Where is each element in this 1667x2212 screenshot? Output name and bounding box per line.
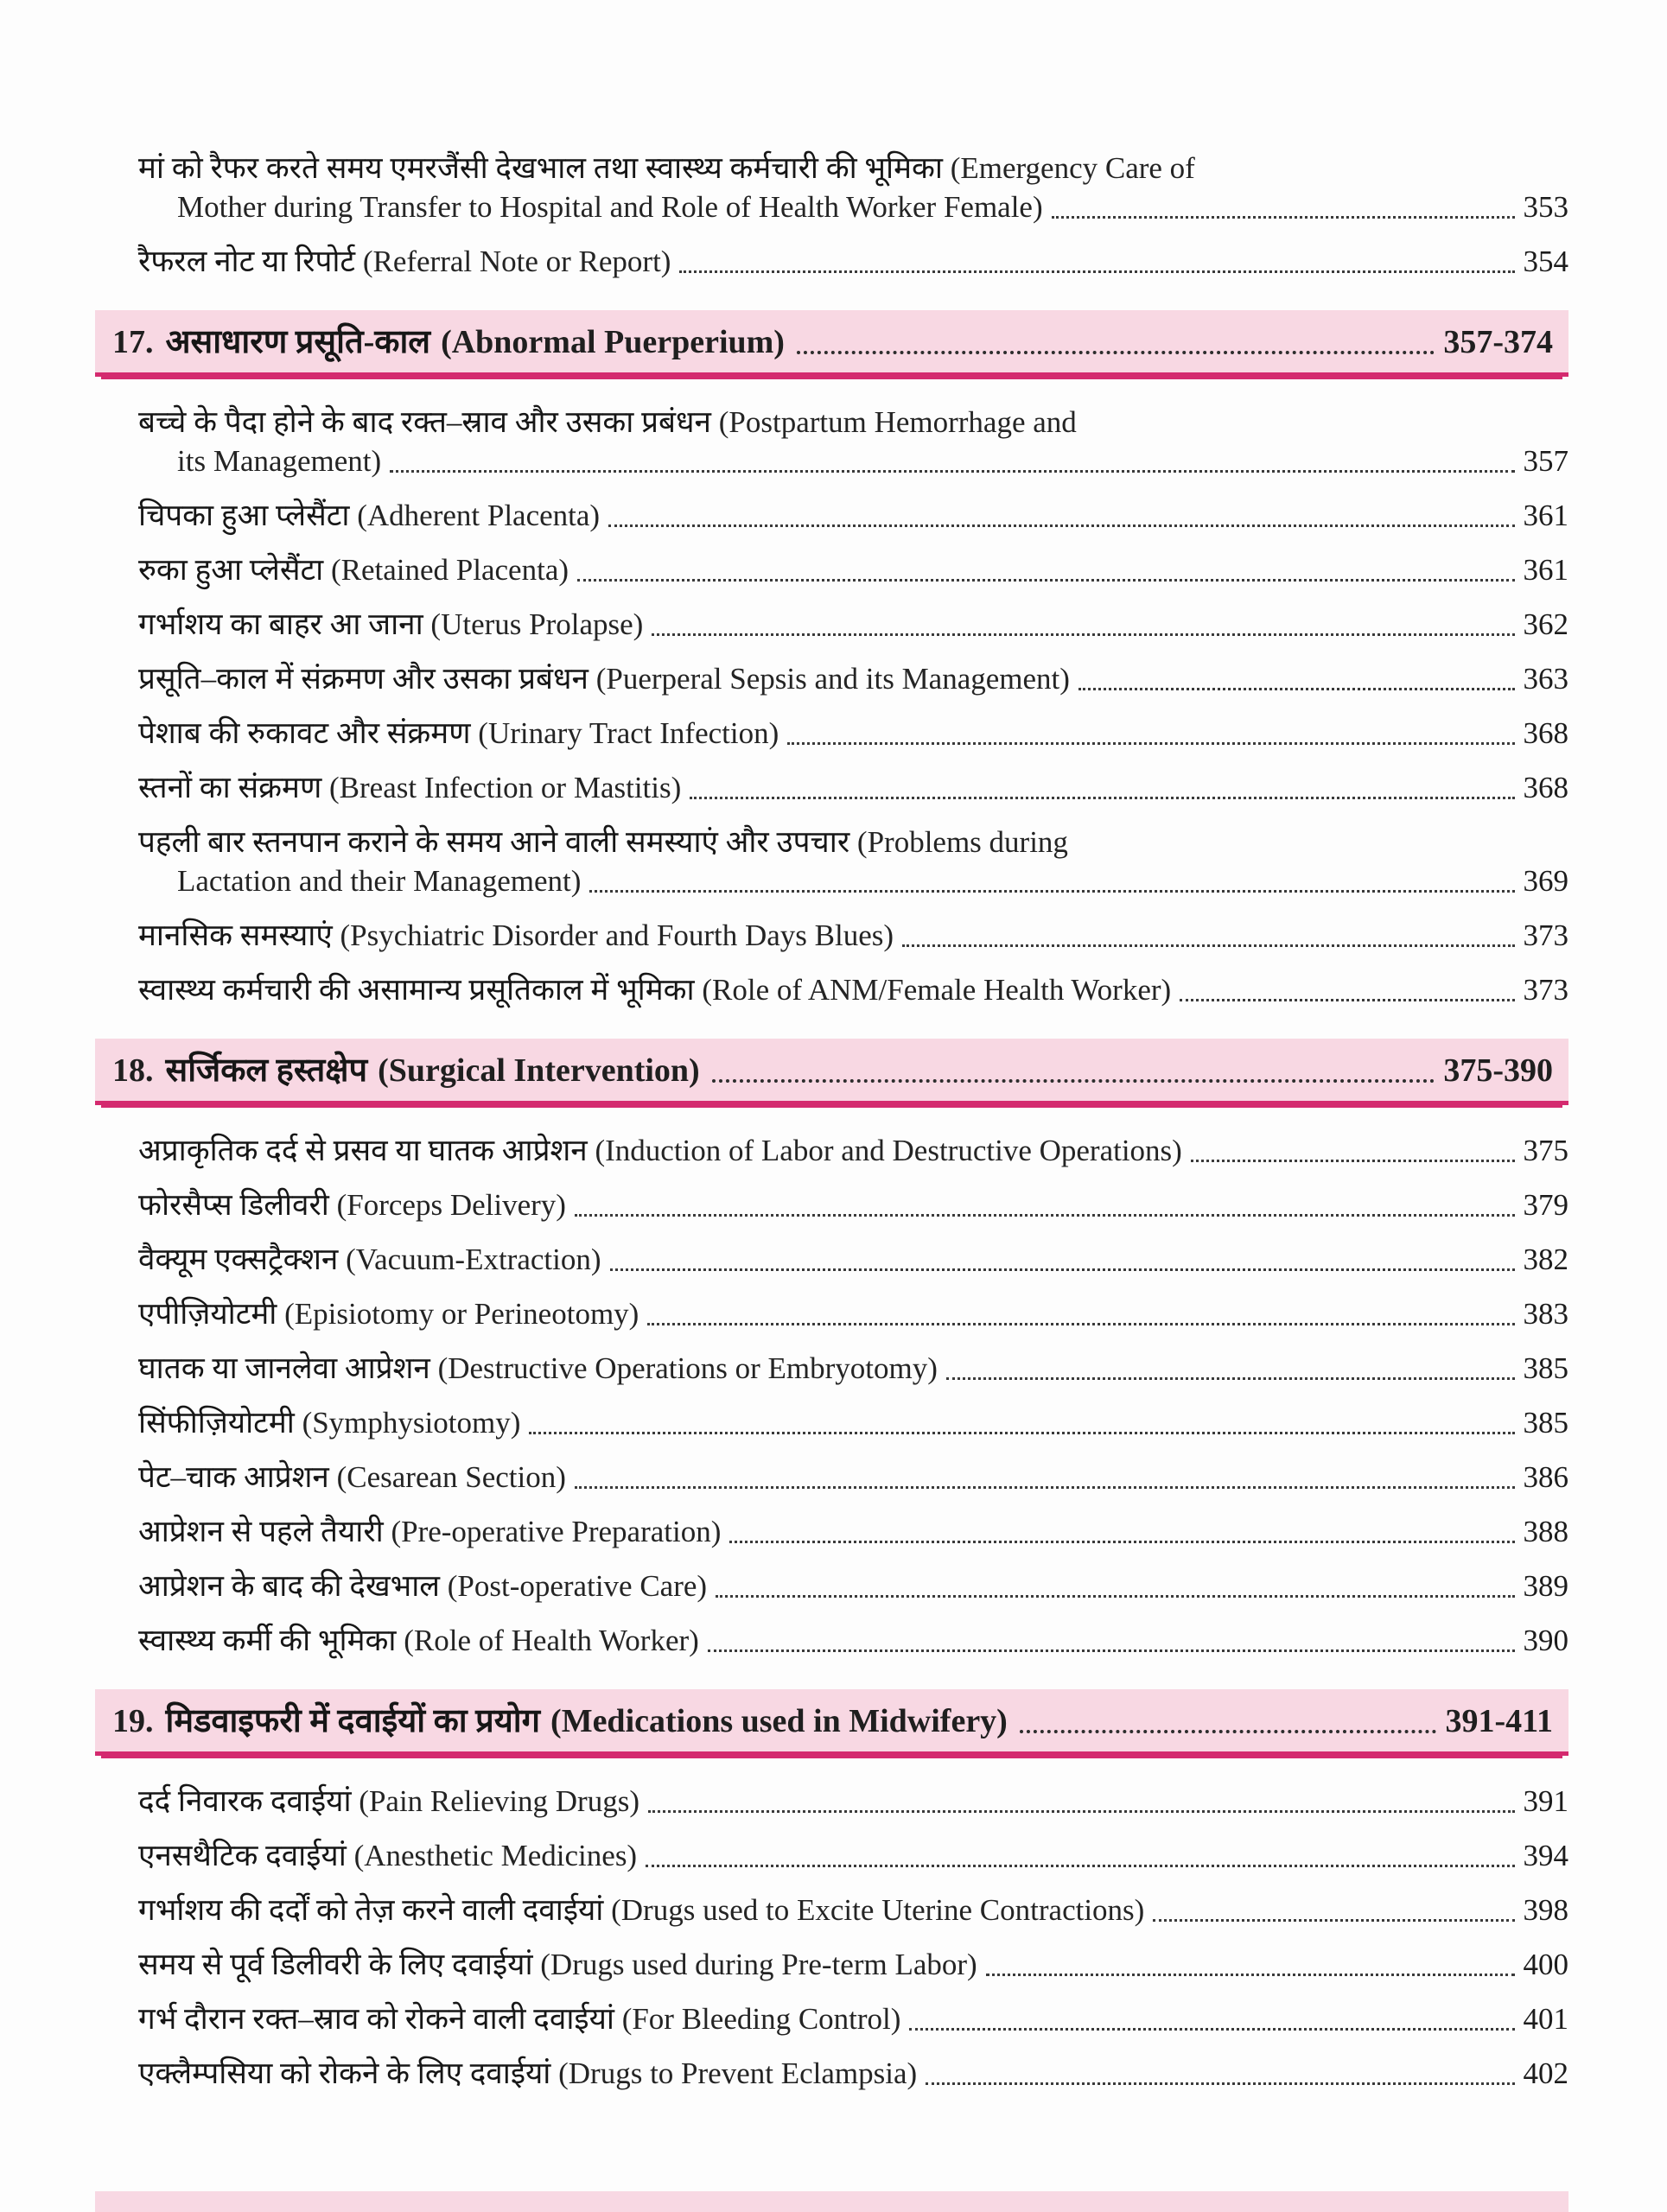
toc-entry-text	[138, 1567, 707, 1605]
toc-entry-text	[138, 1891, 1144, 1929]
toc-entry-english-text: (Puerperal Sepsis and its Management)	[595, 662, 1070, 696]
dot-leader	[589, 890, 1514, 893]
dot-leader	[909, 2028, 1514, 2031]
toc-entry	[138, 2054, 1568, 2093]
toc-entry-line1	[138, 823, 1568, 861]
toc-entry	[138, 768, 1568, 807]
chapter-number: 17.	[112, 324, 154, 360]
toc-entry-text	[138, 768, 681, 807]
toc-entry	[138, 970, 1568, 1009]
dot-leader	[716, 1595, 1514, 1598]
toc-entry-row	[138, 1999, 1568, 2038]
toc-entry-text	[138, 242, 671, 281]
toc-entry-row	[138, 1945, 1568, 1984]
toc-entry	[138, 1891, 1568, 1929]
toc-entry	[138, 1999, 1568, 2038]
toc-entry-row	[138, 605, 1568, 644]
toc-entry-english-text: (Problems during	[856, 825, 1068, 859]
toc-entry-text	[138, 1294, 639, 1333]
toc-entry-hindi-text: स्तनों का संक्रमण	[138, 771, 330, 804]
toc-entry-hindi-text: समय से पूर्व डिलीवरी के लिए दवाईयां	[138, 1948, 541, 1981]
toc-entry-english-text: (Postpartum Hemorrhage and	[718, 405, 1077, 439]
dot-leader	[1052, 216, 1515, 219]
toc-entry-hindi-text: चिपका हुआ प्लेसैंटा	[138, 499, 358, 532]
toc-entry	[138, 496, 1568, 535]
chapter-band	[95, 310, 1568, 377]
toc-entry-row	[138, 1294, 1568, 1333]
toc-entry-text	[138, 1836, 637, 1875]
chapter-number: 18.	[112, 1052, 154, 1089]
toc-entry-hindi-text: आप्रेशन से पहले तैयारी	[138, 1515, 391, 1548]
toc-entry	[138, 1945, 1568, 1984]
chapter-band	[95, 1689, 1568, 1756]
toc-entry-english-text: (Anesthetic Medicines)	[353, 1839, 638, 1872]
toc-entry-line1	[138, 403, 1568, 442]
toc-entry	[138, 1185, 1568, 1224]
toc-entry-english-text: (Post-operative Care)	[447, 1569, 708, 1603]
toc-entry-english-text: (Pre-operative Preparation)	[391, 1515, 722, 1548]
toc-entry-text	[138, 1240, 601, 1279]
toc-entry-hindi-text: वैक्यूम एक्सट्रैक्शन	[138, 1243, 347, 1276]
dot-leader	[1020, 1730, 1437, 1733]
toc-entry-row	[138, 659, 1568, 698]
page-number: 385	[1523, 1351, 1568, 1385]
page-number: 391	[1523, 1784, 1568, 1818]
toc-entry-text	[138, 970, 1171, 1009]
toc-entry-english-text: (Pain Relieving Drugs)	[359, 1784, 639, 1818]
toc-entry	[138, 1458, 1568, 1497]
toc-entry-english-text: (Uterus Prolapse)	[430, 607, 644, 641]
toc-entry-hindi-text: सिंफीज़ियोटमी	[138, 1406, 302, 1440]
toc-entry-english-continuation: Lactation and their Management)	[177, 864, 582, 898]
toc-entry-row	[138, 916, 1568, 955]
dot-leader	[610, 1268, 1515, 1271]
chapter-number: 19.	[112, 1703, 154, 1739]
toc-entry-hindi-text: गर्भाशय का बाहर आ जाना	[138, 607, 431, 641]
toc-entry-hindi-text: दर्द निवारक दवाईयां	[138, 1784, 359, 1818]
chapter-band	[95, 1039, 1568, 1105]
toc-entry-english-text: (Episiotomy or Perineotomy)	[284, 1297, 639, 1331]
toc-entry-row	[138, 1185, 1568, 1224]
toc-entry-hindi-text: स्वास्थ्य कर्मचारी की असामान्य प्रसूतिकाल में भूमिका	[138, 973, 703, 1007]
page-number: 388	[1523, 1515, 1568, 1548]
toc-entry-english-text: (Symphysiotomy)	[302, 1406, 521, 1440]
toc-entry-text	[138, 1782, 639, 1821]
toc-entry-hindi-text: घातक या जानलेवा आप्रेशन	[138, 1351, 438, 1385]
toc-entry-english-continuation: its Management)	[177, 444, 382, 478]
toc-entry-hindi-text: पेशाब की रुकावट और संक्रमण	[138, 716, 479, 750]
next-chapter-band-partial	[95, 2191, 1568, 2212]
toc-entry	[138, 659, 1568, 698]
dot-leader	[926, 2082, 1514, 2085]
toc-entry-row	[138, 1512, 1568, 1551]
toc-entry-text	[138, 496, 600, 535]
toc-entry	[138, 605, 1568, 644]
page-number: 402	[1523, 2056, 1568, 2090]
toc-entry	[138, 823, 1568, 900]
dot-leader	[1191, 1160, 1515, 1162]
toc-entry	[138, 1131, 1568, 1170]
chapter-page-range: 375-390	[1443, 1052, 1553, 1089]
toc-entry-english-text: (Drugs to Prevent Eclampsia)	[558, 2056, 918, 2090]
toc-entry-hindi-text: मां को रैफर करते समय एमरजैंसी देखभाल तथा स्वास्थ्य कर्मचारी की भूमिका	[138, 151, 951, 185]
toc-entry-line2	[138, 861, 1568, 900]
toc-entry-hindi-text: बच्चे के पैदा होने के बाद रक्त–स्राव और उसका प्रबंधन	[138, 405, 719, 439]
chapter-page-range: 391-411	[1445, 1703, 1553, 1739]
toc-entry-english-text: (Role of ANM/Female Health Worker)	[702, 973, 1172, 1007]
dot-leader	[1180, 999, 1514, 1001]
page-number: 386	[1523, 1460, 1568, 1494]
page-number: 353	[1523, 190, 1568, 224]
toc-entry-hindi-text: एक्लैम्पसिया को रोकने के लिए दवाईयां	[138, 2056, 559, 2090]
toc-entry	[138, 1240, 1568, 1279]
toc-entry	[138, 1294, 1568, 1333]
toc-entry	[138, 1349, 1568, 1388]
toc-entry-hindi-text: स्वास्थ्य कर्मी की भूमिका	[138, 1624, 404, 1657]
toc-entry	[138, 403, 1568, 480]
dot-leader	[690, 797, 1514, 799]
page-number: 390	[1523, 1624, 1568, 1657]
toc-entry-hindi-text: एनसथैटिक दवाईयां	[138, 1839, 354, 1872]
toc-entry-english-text: (Drugs used during Pre-term Labor)	[540, 1948, 977, 1981]
toc-entry-english-text: (Destructive Operations or Embryotomy)	[437, 1351, 938, 1385]
toc-entry-line2	[138, 188, 1568, 226]
toc-entry	[138, 149, 1568, 226]
toc-entry-text	[138, 1621, 699, 1660]
toc-entry-hindi-text: मानसिक समस्याएं	[138, 918, 340, 952]
dot-leader	[652, 633, 1514, 636]
page-number: 383	[1523, 1297, 1568, 1331]
page-number: 385	[1523, 1406, 1568, 1440]
toc-entry-english-text: (Role of Health Worker)	[404, 1624, 699, 1657]
dot-leader	[647, 1323, 1514, 1325]
chapter-title-english: (Abnormal Puerperium)	[441, 324, 785, 360]
toc-entry-text	[138, 1458, 566, 1497]
dot-leader	[986, 1974, 1515, 1976]
chapter-title-hindi: सर्जिकल हस्तक्षेप	[165, 1052, 368, 1089]
dot-leader	[577, 579, 1514, 582]
toc-entry-text	[138, 916, 894, 955]
toc-entry-english-text: (Emergency Care of	[950, 151, 1195, 185]
toc-entry-english-text: (For Bleeding Control)	[621, 2002, 901, 2036]
chapter-title-hindi: मिडवाइफरी में दवाईयों का प्रयोग	[165, 1703, 541, 1739]
dot-leader	[946, 1377, 1515, 1380]
toc-entry-text	[138, 1131, 1182, 1170]
toc-entry-hindi-text: फोरसैप्स डिलीवरी	[138, 1188, 337, 1222]
dot-leader	[390, 470, 1514, 473]
dot-leader	[1078, 688, 1515, 690]
toc-entry-text	[138, 550, 569, 589]
toc-entry-english-text: (Cesarean Section)	[336, 1460, 566, 1494]
toc-entry-hindi-text: आप्रेशन के बाद की देखभाल	[138, 1569, 448, 1603]
toc-entry-hindi-text: गर्भ दौरान रक्त–स्राव को रोकने वाली दवाईयां	[138, 2002, 622, 2036]
toc-entry-text	[138, 2054, 917, 2093]
dot-leader	[608, 524, 1514, 527]
toc-entry-row	[138, 550, 1568, 589]
toc-entry	[138, 916, 1568, 955]
toc-entry-row	[138, 1621, 1568, 1660]
toc-entry-line2	[138, 442, 1568, 480]
toc-entry-hindi-text: एपीज़ियोटमी	[138, 1297, 285, 1331]
toc-entry-text	[138, 659, 1070, 698]
toc-entry	[138, 1512, 1568, 1551]
dot-leader	[787, 742, 1514, 745]
dot-leader	[708, 1649, 1515, 1652]
page-number: 382	[1523, 1243, 1568, 1276]
toc-entry-row	[138, 1782, 1568, 1821]
page-number: 368	[1523, 716, 1568, 750]
toc-entry-text	[138, 605, 643, 644]
toc-entry-row	[138, 1891, 1568, 1929]
dot-leader	[648, 1810, 1515, 1813]
toc-entry-text	[138, 1999, 900, 2038]
toc-entry-row	[138, 2054, 1568, 2093]
toc-entry-hindi-text: पेट–चाक आप्रेशन	[138, 1460, 337, 1494]
dot-leader	[575, 1214, 1515, 1217]
dot-leader	[902, 944, 1514, 947]
toc-entry	[138, 1836, 1568, 1875]
toc-entry-text	[138, 1945, 977, 1984]
toc-entry-english-continuation: Mother during Transfer to Hospital and Role of Health Worker Female)	[177, 190, 1043, 224]
dot-leader	[1153, 1919, 1514, 1922]
toc-entry	[138, 242, 1568, 281]
page-number: 373	[1523, 918, 1568, 952]
page-number: 398	[1523, 1893, 1568, 1927]
toc-entry-hindi-text: पहली बार स्तनपान कराने के समय आने वाली समस्याएं और उपचार	[138, 825, 857, 859]
page-number: 401	[1523, 2002, 1568, 2036]
toc-entry-hindi-text: अप्राकृतिक दर्द से प्रसव या घातक आप्रेशन	[138, 1134, 595, 1167]
page-number: 389	[1523, 1569, 1568, 1603]
page-number: 368	[1523, 771, 1568, 804]
page-number: 354	[1523, 245, 1568, 278]
toc-entry	[138, 1621, 1568, 1660]
toc-entry-row	[138, 970, 1568, 1009]
page-number: 379	[1523, 1188, 1568, 1222]
dot-leader	[679, 270, 1514, 273]
toc-entry-row	[138, 1567, 1568, 1605]
chapter-page-range: 357-374	[1443, 324, 1553, 360]
toc-entry-row	[138, 1240, 1568, 1279]
toc-entry-text	[138, 1349, 938, 1388]
dot-leader	[729, 1541, 1514, 1543]
page-number: 394	[1523, 1839, 1568, 1872]
toc-entry-hindi-text: रैफरल नोट या रिपोर्ट	[138, 245, 363, 278]
toc-entry-row	[138, 714, 1568, 753]
chapter-title-hindi: असाधारण प्रसूति-काल	[165, 324, 431, 360]
toc-entry	[138, 1567, 1568, 1605]
toc-entry-text	[138, 1512, 721, 1551]
toc-entry-row	[138, 242, 1568, 281]
toc-entry	[138, 1403, 1568, 1442]
toc-entry-row	[138, 1131, 1568, 1170]
toc-entry-english-text: (Retained Placenta)	[331, 553, 569, 587]
toc-entry-row	[138, 1836, 1568, 1875]
toc-entry	[138, 714, 1568, 753]
toc-entry-row	[138, 1403, 1568, 1442]
dot-leader	[797, 351, 1435, 354]
dot-leader	[712, 1079, 1435, 1083]
toc-entry-english-text: (Induction of Labor and Destructive Operations)	[595, 1134, 1182, 1167]
toc-entry-english-text: (Referral Note or Report)	[362, 245, 671, 278]
page-number: 361	[1523, 499, 1568, 532]
page-number: 375	[1523, 1134, 1568, 1167]
dot-leader	[529, 1432, 1514, 1434]
toc-entry-english-text: (Psychiatric Disorder and Fourth Days Blues)	[340, 918, 894, 952]
toc-entry-hindi-text: गर्भाशय की दर्दों को तेज़ करने वाली दवाईयां	[138, 1893, 612, 1927]
toc-entry-hindi-text: रुका हुआ प्लेसैंटा	[138, 553, 331, 587]
toc-entry-text	[138, 1185, 566, 1224]
toc-entry-english-text: (Urinary Tract Infection)	[478, 716, 779, 750]
toc-entry-row	[138, 1458, 1568, 1497]
toc-entry	[138, 550, 1568, 589]
toc-entry-english-text: (Breast Infection or Mastitis)	[329, 771, 682, 804]
page-number: 363	[1523, 662, 1568, 696]
page-number: 357	[1523, 444, 1568, 478]
toc-entry-hindi-text: प्रसूति–काल में संक्रमण और उसका प्रबंधन	[138, 662, 596, 696]
toc-entry-text	[138, 714, 779, 753]
toc-entry-text	[138, 1403, 520, 1442]
chapter-title-english: (Medications used in Midwifery)	[550, 1703, 1008, 1739]
page-number: 362	[1523, 607, 1568, 641]
dot-leader	[646, 1865, 1514, 1867]
chapter-title-english: (Surgical Intervention)	[378, 1052, 700, 1089]
page-number: 361	[1523, 553, 1568, 587]
page-number: 369	[1523, 864, 1568, 898]
toc-entry-line1	[138, 149, 1568, 188]
toc-entry-english-text: (Drugs used to Excite Uterine Contractions)	[611, 1893, 1145, 1927]
page-number: 400	[1523, 1948, 1568, 1981]
toc-entry-row	[138, 768, 1568, 807]
toc-entry	[138, 1782, 1568, 1821]
toc-entry-row	[138, 496, 1568, 535]
page-number: 373	[1523, 973, 1568, 1007]
toc-entry-english-text: (Forceps Delivery)	[336, 1188, 566, 1222]
toc-entry-english-text: (Vacuum-Extraction)	[346, 1243, 601, 1276]
toc-entry-english-text: (Adherent Placenta)	[357, 499, 601, 532]
toc-entry-row	[138, 1349, 1568, 1388]
dot-leader	[575, 1486, 1515, 1489]
